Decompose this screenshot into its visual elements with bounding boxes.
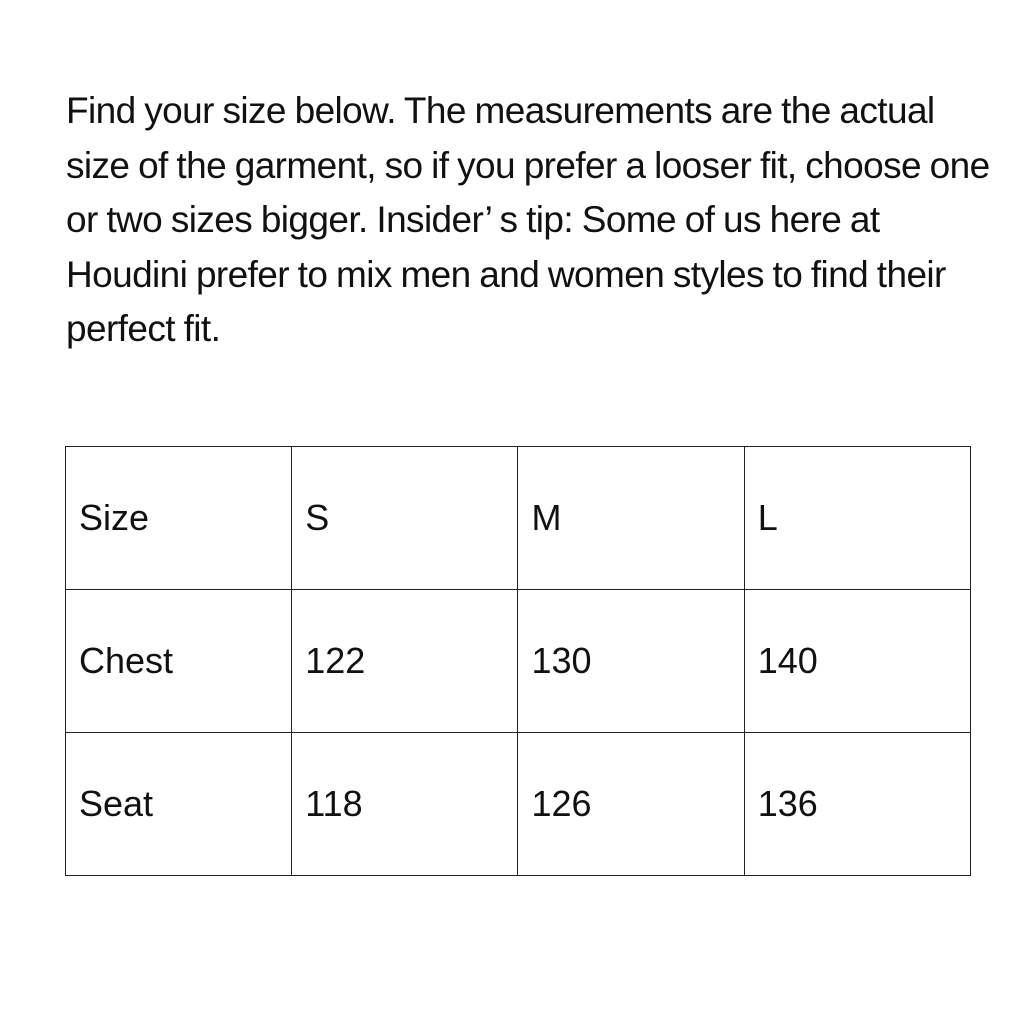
row-header-chest: Chest	[66, 590, 292, 733]
seat-s-value: 118	[292, 733, 518, 876]
table-row-seat	[66, 733, 971, 876]
row-header-size: Size	[66, 447, 292, 590]
chest-l-value: 140	[744, 590, 970, 733]
chest-s-value: 122	[292, 590, 518, 733]
size-chart-table	[65, 446, 971, 876]
row-header-seat: Seat	[66, 733, 292, 876]
size-s-header: S	[292, 447, 518, 590]
seat-l-value: 136	[744, 733, 970, 876]
chest-m-value: 130	[518, 590, 744, 733]
size-m-header: M	[518, 447, 744, 590]
table-row-chest	[66, 590, 971, 733]
table-row-size	[66, 447, 971, 590]
seat-m-value: 126	[518, 733, 744, 876]
size-l-header: L	[744, 447, 970, 590]
size-guide-intro-text: Find your size below. The measurements are the actual size of the garment, so if you prefer a looser fit, choose one or two sizes bigger. Insider’ s tip: Some of us here at Houdini prefer to mix men and women styles to find their perfect fit.	[66, 90, 990, 349]
